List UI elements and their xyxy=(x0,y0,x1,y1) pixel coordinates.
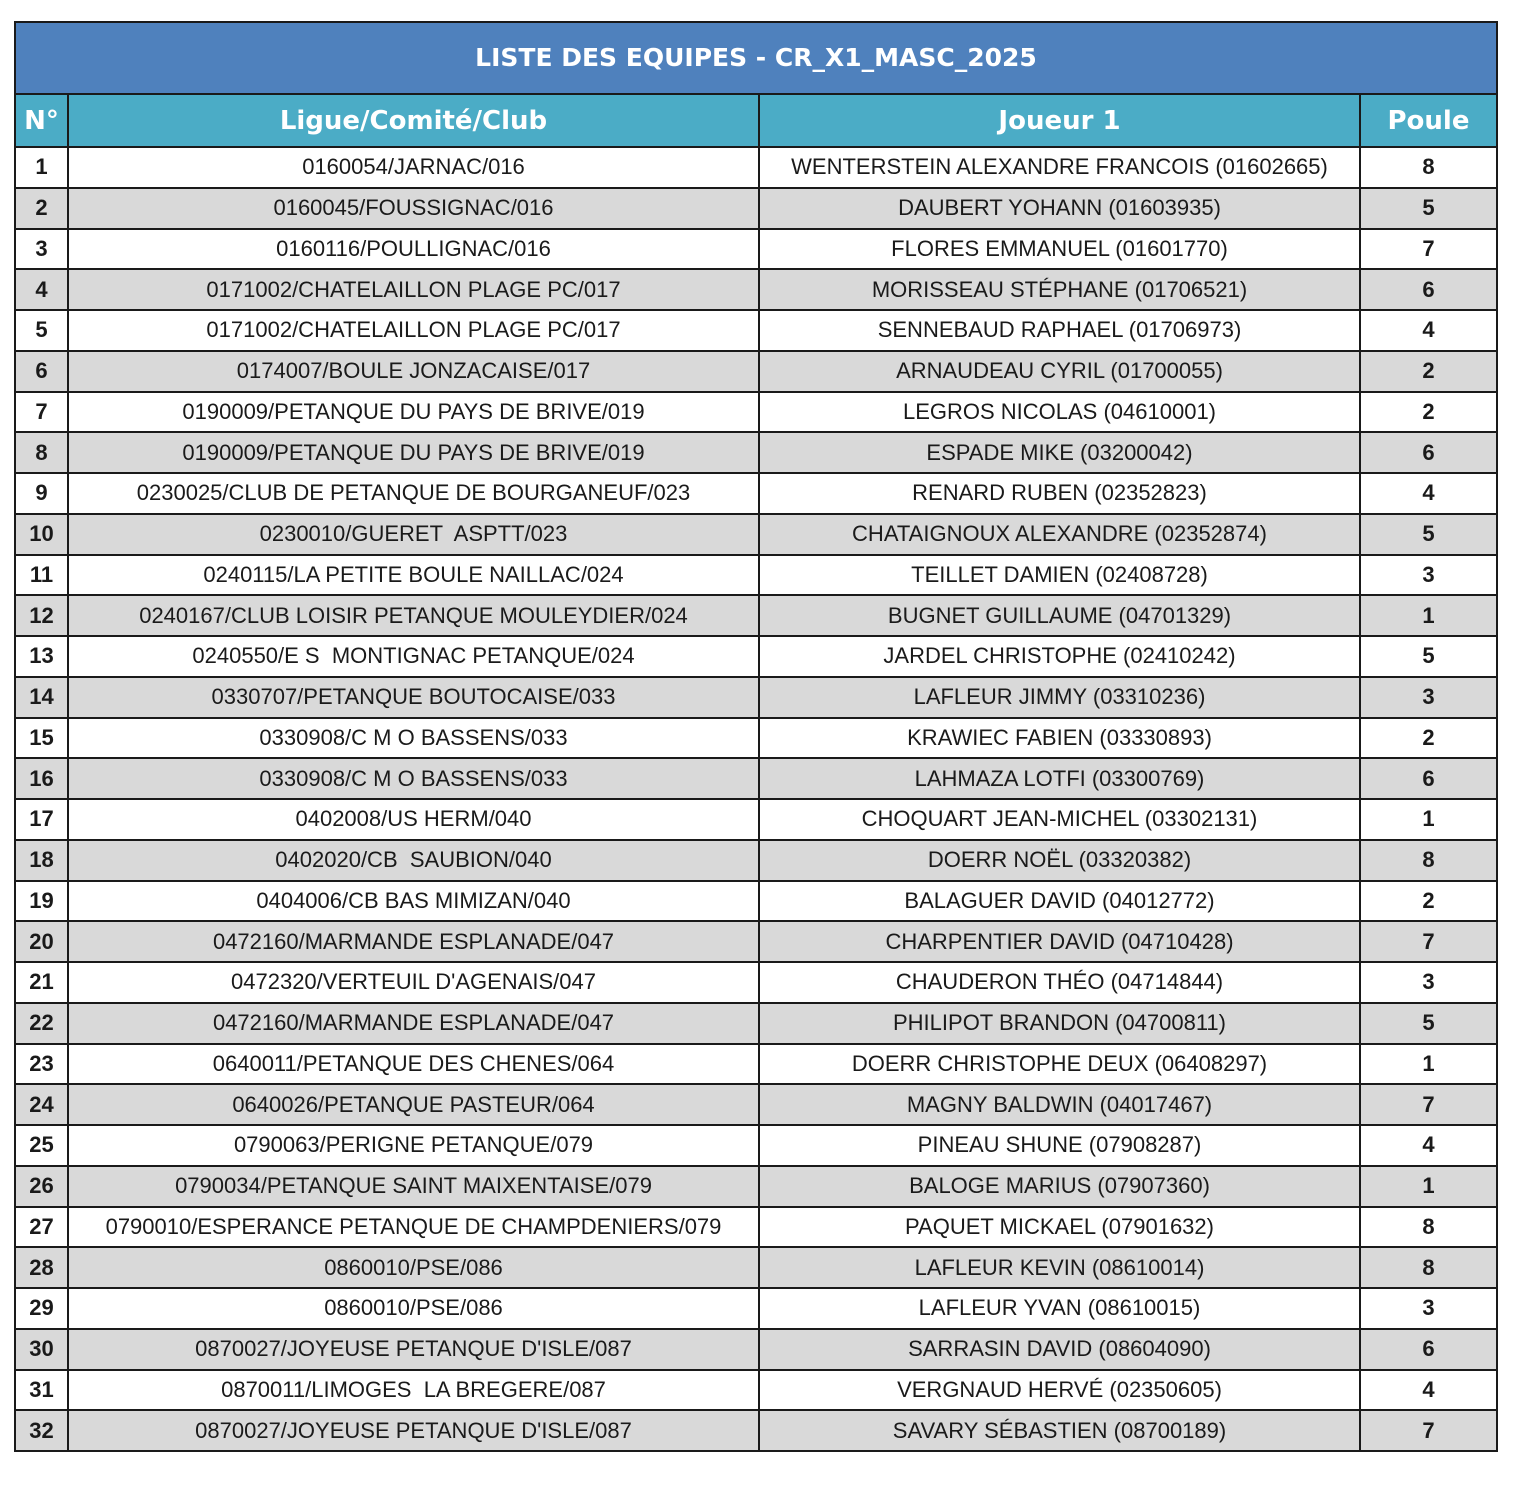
row-poule: 5 xyxy=(1360,1003,1496,1044)
row-player: JARDEL CHRISTOPHE (02410242) xyxy=(759,636,1360,677)
row-poule: 7 xyxy=(1360,1084,1496,1125)
row-player: MAGNY BALDWIN (04017467) xyxy=(759,1084,1360,1125)
table-row xyxy=(16,310,1496,351)
row-player: WENTERSTEIN ALEXANDRE FRANCOIS (01602665) xyxy=(759,147,1360,188)
row-poule: 1 xyxy=(1360,1044,1496,1085)
header-row xyxy=(16,95,1496,147)
row-player: CHARPENTIER DAVID (04710428) xyxy=(759,921,1360,962)
row-club: 0160054/JARNAC/016 xyxy=(68,147,759,188)
row-club: 0174007/BOULE JONZACAISE/017 xyxy=(68,351,759,392)
row-club: 0330908/C M O BASSENS/033 xyxy=(68,758,759,799)
row-player: VERGNAUD HERVÉ (02350605) xyxy=(759,1370,1360,1411)
row-poule: 8 xyxy=(1360,1207,1496,1248)
row-club: 0402020/CB SAUBION/040 xyxy=(68,840,759,881)
row-club: 0190009/PETANQUE DU PAYS DE BRIVE/019 xyxy=(68,432,759,473)
row-number: 28 xyxy=(16,1247,68,1288)
row-poule: 6 xyxy=(1360,1329,1496,1370)
row-poule: 5 xyxy=(1360,188,1496,229)
row-player: CHATAIGNOUX ALEXANDRE (02352874) xyxy=(759,514,1360,555)
row-player: ARNAUDEAU CYRIL (01700055) xyxy=(759,351,1360,392)
row-poule: 5 xyxy=(1360,636,1496,677)
table-row xyxy=(16,921,1496,962)
table-row xyxy=(16,473,1496,514)
row-number: 11 xyxy=(16,555,68,596)
row-poule: 6 xyxy=(1360,269,1496,310)
row-club: 0404006/CB BAS MIMIZAN/040 xyxy=(68,881,759,922)
row-number: 10 xyxy=(16,514,68,555)
row-player: BUGNET GUILLAUME (04701329) xyxy=(759,595,1360,636)
row-poule: 7 xyxy=(1360,921,1496,962)
row-number: 24 xyxy=(16,1084,68,1125)
row-number: 2 xyxy=(16,188,68,229)
row-number: 8 xyxy=(16,432,68,473)
row-poule: 8 xyxy=(1360,840,1496,881)
row-club: 0230025/CLUB DE PETANQUE DE BOURGANEUF/023 xyxy=(68,473,759,514)
row-number: 16 xyxy=(16,758,68,799)
row-player: KRAWIEC FABIEN (03330893) xyxy=(759,718,1360,759)
row-club: 0190009/PETANQUE DU PAYS DE BRIVE/019 xyxy=(68,392,759,433)
row-number: 31 xyxy=(16,1370,68,1411)
row-number: 9 xyxy=(16,473,68,514)
row-number: 17 xyxy=(16,799,68,840)
row-player: RENARD RUBEN (02352823) xyxy=(759,473,1360,514)
row-player: FLORES EMMANUEL (01601770) xyxy=(759,229,1360,270)
row-number: 29 xyxy=(16,1288,68,1329)
row-number: 20 xyxy=(16,921,68,962)
table-row xyxy=(16,1207,1496,1248)
row-club: 0240550/E S MONTIGNAC PETANQUE/024 xyxy=(68,636,759,677)
row-club: 0330707/PETANQUE BOUTOCAISE/033 xyxy=(68,677,759,718)
row-player: BALOGE MARIUS (07907360) xyxy=(759,1166,1360,1207)
row-player: LAFLEUR YVAN (08610015) xyxy=(759,1288,1360,1329)
row-club: 0160045/FOUSSIGNAC/016 xyxy=(68,188,759,229)
row-poule: 8 xyxy=(1360,147,1496,188)
row-number: 19 xyxy=(16,881,68,922)
row-player: SENNEBAUD RAPHAEL (01706973) xyxy=(759,310,1360,351)
row-club: 0240115/LA PETITE BOULE NAILLAC/024 xyxy=(68,555,759,596)
team-list-sheet xyxy=(14,21,1498,1452)
table-row xyxy=(16,962,1496,1003)
row-club: 0472160/MARMANDE ESPLANADE/047 xyxy=(68,921,759,962)
sheet-title: LISTE DES EQUIPES - CR_X1_MASC_2025 xyxy=(16,23,1496,95)
row-number: 6 xyxy=(16,351,68,392)
row-poule: 1 xyxy=(1360,1166,1496,1207)
table-row xyxy=(16,1329,1496,1370)
row-number: 12 xyxy=(16,595,68,636)
row-number: 26 xyxy=(16,1166,68,1207)
row-player: DAUBERT YOHANN (01603935) xyxy=(759,188,1360,229)
row-number: 7 xyxy=(16,392,68,433)
header-poule: Poule xyxy=(1360,95,1496,147)
row-number: 1 xyxy=(16,147,68,188)
row-poule: 6 xyxy=(1360,432,1496,473)
row-club: 0860010/PSE/086 xyxy=(68,1288,759,1329)
row-player: SAVARY SÉBASTIEN (08700189) xyxy=(759,1410,1360,1450)
row-poule: 3 xyxy=(1360,1288,1496,1329)
row-poule: 7 xyxy=(1360,229,1496,270)
table-row xyxy=(16,392,1496,433)
row-poule: 4 xyxy=(1360,1125,1496,1166)
row-poule: 2 xyxy=(1360,392,1496,433)
row-poule: 1 xyxy=(1360,799,1496,840)
row-club: 0790034/PETANQUE SAINT MAIXENTAISE/079 xyxy=(68,1166,759,1207)
row-club: 0160116/POULLIGNAC/016 xyxy=(68,229,759,270)
row-poule: 4 xyxy=(1360,1370,1496,1411)
row-poule: 3 xyxy=(1360,677,1496,718)
row-number: 18 xyxy=(16,840,68,881)
row-player: LEGROS NICOLAS (04610001) xyxy=(759,392,1360,433)
teams-table xyxy=(16,95,1496,1450)
row-number: 4 xyxy=(16,269,68,310)
table-row xyxy=(16,1003,1496,1044)
row-club: 0230010/GUERET ASPTT/023 xyxy=(68,514,759,555)
row-club: 0171002/CHATELAILLON PLAGE PC/017 xyxy=(68,310,759,351)
row-player: LAHMAZA LOTFI (03300769) xyxy=(759,758,1360,799)
row-club: 0640011/PETANQUE DES CHENES/064 xyxy=(68,1044,759,1085)
row-number: 23 xyxy=(16,1044,68,1085)
table-row xyxy=(16,432,1496,473)
table-row xyxy=(16,595,1496,636)
table-row xyxy=(16,147,1496,188)
row-player: PAQUET MICKAEL (07901632) xyxy=(759,1207,1360,1248)
row-player: DOERR CHRISTOPHE DEUX (06408297) xyxy=(759,1044,1360,1085)
row-club: 0472160/MARMANDE ESPLANADE/047 xyxy=(68,1003,759,1044)
row-poule: 4 xyxy=(1360,473,1496,514)
row-player: LAFLEUR KEVIN (08610014) xyxy=(759,1247,1360,1288)
row-player: SARRASIN DAVID (08604090) xyxy=(759,1329,1360,1370)
table-row xyxy=(16,514,1496,555)
row-club: 0472320/VERTEUIL D'AGENAIS/047 xyxy=(68,962,759,1003)
row-poule: 4 xyxy=(1360,310,1496,351)
row-player: PINEAU SHUNE (07908287) xyxy=(759,1125,1360,1166)
table-row xyxy=(16,799,1496,840)
table-row xyxy=(16,269,1496,310)
row-number: 25 xyxy=(16,1125,68,1166)
row-poule: 3 xyxy=(1360,962,1496,1003)
table-row xyxy=(16,1247,1496,1288)
table-row xyxy=(16,1044,1496,1085)
row-number: 13 xyxy=(16,636,68,677)
row-club: 0240167/CLUB LOISIR PETANQUE MOULEYDIER/024 xyxy=(68,595,759,636)
row-poule: 2 xyxy=(1360,718,1496,759)
table-row xyxy=(16,636,1496,677)
row-number: 14 xyxy=(16,677,68,718)
header-num: N° xyxy=(16,95,68,147)
row-poule: 2 xyxy=(1360,881,1496,922)
row-poule: 6 xyxy=(1360,758,1496,799)
row-number: 15 xyxy=(16,718,68,759)
table-row xyxy=(16,1410,1496,1450)
row-club: 0860010/PSE/086 xyxy=(68,1247,759,1288)
row-player: MORISSEAU STÉPHANE (01706521) xyxy=(759,269,1360,310)
table-row xyxy=(16,188,1496,229)
table-row xyxy=(16,758,1496,799)
row-club: 0790010/ESPERANCE PETANQUE DE CHAMPDENIERS/079 xyxy=(68,1207,759,1248)
row-club: 0870027/JOYEUSE PETANQUE D'ISLE/087 xyxy=(68,1410,759,1450)
row-number: 5 xyxy=(16,310,68,351)
table-row xyxy=(16,1166,1496,1207)
row-club: 0790063/PERIGNE PETANQUE/079 xyxy=(68,1125,759,1166)
row-poule: 1 xyxy=(1360,595,1496,636)
table-row xyxy=(16,881,1496,922)
row-poule: 5 xyxy=(1360,514,1496,555)
row-player: TEILLET DAMIEN (02408728) xyxy=(759,555,1360,596)
table-row xyxy=(16,555,1496,596)
header-club: Ligue/Comité/Club xyxy=(68,95,759,147)
row-player: LAFLEUR JIMMY (03310236) xyxy=(759,677,1360,718)
row-club: 0870027/JOYEUSE PETANQUE D'ISLE/087 xyxy=(68,1329,759,1370)
row-number: 3 xyxy=(16,229,68,270)
table-row xyxy=(16,1084,1496,1125)
row-player: DOERR NOËL (03320382) xyxy=(759,840,1360,881)
table-row xyxy=(16,677,1496,718)
row-club: 0640026/PETANQUE PASTEUR/064 xyxy=(68,1084,759,1125)
row-player: CHOQUART JEAN-MICHEL (03302131) xyxy=(759,799,1360,840)
row-club: 0330908/C M O BASSENS/033 xyxy=(68,718,759,759)
row-number: 32 xyxy=(16,1410,68,1450)
row-poule: 3 xyxy=(1360,555,1496,596)
table-row xyxy=(16,229,1496,270)
row-poule: 2 xyxy=(1360,351,1496,392)
row-number: 22 xyxy=(16,1003,68,1044)
table-row xyxy=(16,718,1496,759)
row-number: 21 xyxy=(16,962,68,1003)
row-number: 30 xyxy=(16,1329,68,1370)
row-poule: 7 xyxy=(1360,1410,1496,1450)
row-player: CHAUDERON THÉO (04714844) xyxy=(759,962,1360,1003)
row-club: 0870011/LIMOGES LA BREGERE/087 xyxy=(68,1370,759,1411)
table-row xyxy=(16,840,1496,881)
row-player: ESPADE MIKE (03200042) xyxy=(759,432,1360,473)
row-number: 27 xyxy=(16,1207,68,1248)
row-player: BALAGUER DAVID (04012772) xyxy=(759,881,1360,922)
row-player: PHILIPOT BRANDON (04700811) xyxy=(759,1003,1360,1044)
row-club: 0171002/CHATELAILLON PLAGE PC/017 xyxy=(68,269,759,310)
row-poule: 8 xyxy=(1360,1247,1496,1288)
table-row xyxy=(16,351,1496,392)
table-row xyxy=(16,1370,1496,1411)
row-club: 0402008/US HERM/040 xyxy=(68,799,759,840)
table-row xyxy=(16,1288,1496,1329)
table-row xyxy=(16,1125,1496,1166)
header-player: Joueur 1 xyxy=(759,95,1360,147)
